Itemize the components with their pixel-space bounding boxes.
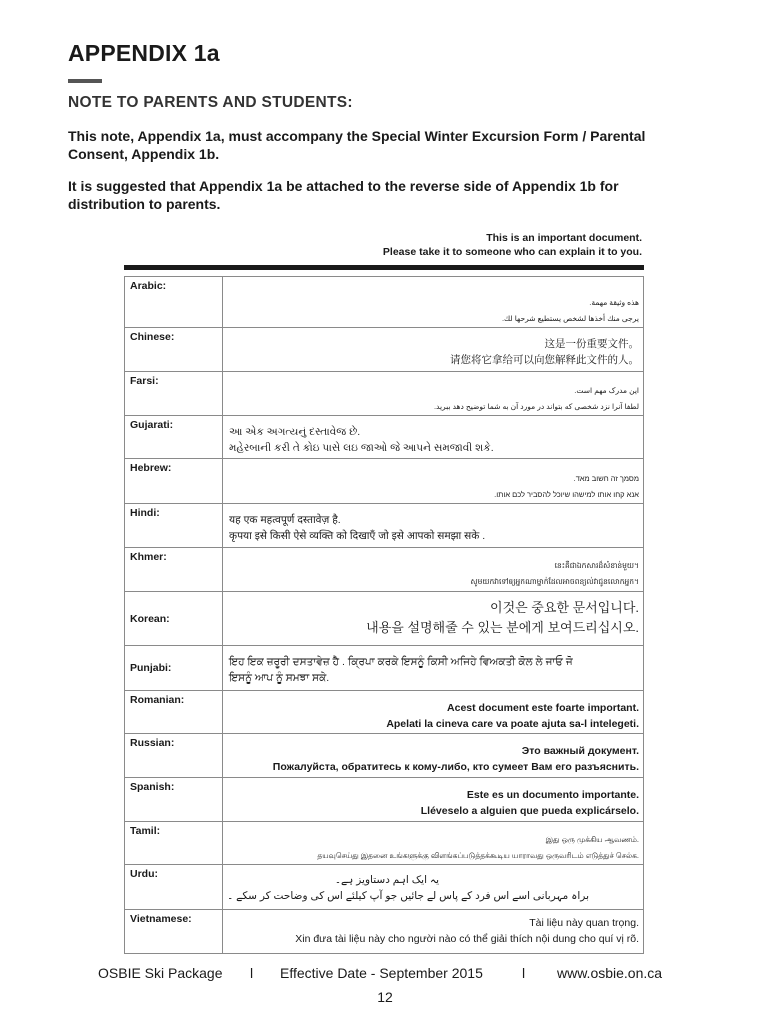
translation-line-2: Apelati la cineva care va poate ajuta sa-l intelegeti. [386, 718, 639, 730]
translation-line-2: தயவுசெய்து இதனை உங்களுக்கு விளங்கப்படுத்தக்கூடிய யாராவது ஒருவரிடம் எடுத்துச் செல்க. [317, 851, 639, 860]
translation-line-2: אנא קחו אותו למישהו שיוכל להסביר לכם אותו. [494, 490, 639, 499]
table-row-farsi [125, 372, 644, 416]
translation-line-2: Xin đưa tài liệu này cho người nào có thể giải thích nội dung cho quí vị rõ. [295, 933, 639, 945]
language-name: Korean: [125, 592, 223, 646]
footer-separator: l [250, 965, 254, 981]
intro-paragraph-2: It is suggested that Appendix 1a be attached to the reverse side of Appendix 1b for distribution to parents. [68, 178, 619, 212]
translation-line-2: 请您将它拿给可以向您解释此文件的人。 [450, 354, 639, 366]
translation-line-1: Este es un documento importante. [466, 789, 639, 801]
translation-line-2: 내용을 설명해줄 수 있는 분에게 보여드리십시오. [366, 620, 639, 635]
language-name: Urdu: [125, 865, 223, 910]
table-row-chinese [125, 328, 644, 372]
table-row-khmer [125, 548, 644, 592]
footer-website-link[interactable]: www.osbie.on.ca [557, 965, 663, 981]
translation-line-1: 이것은 중요한 문서입니다. [490, 600, 639, 615]
notice-line-2: Please take it to someone who can explain it to you. [382, 246, 642, 258]
language-name: Vietnamese: [125, 910, 223, 954]
translation-line-2: Пожалуйста, обратитесь к кому-либо, кто сумеет Вам его разъяснить. [272, 761, 639, 773]
table-row-punjabi [125, 646, 644, 691]
translation-line-1: Acest document este foarte important. [447, 702, 639, 714]
translation-line-1: આ એક અગત્યનું દસ્તાવેજ છે. [229, 426, 361, 438]
section-heading: NOTE TO PARENTS AND STUDENTS: [68, 94, 353, 111]
table-row-hebrew [125, 459, 644, 504]
language-name: Tamil: [125, 822, 223, 865]
page-number: 12 [377, 989, 393, 1005]
table-row-gujarati [125, 416, 644, 459]
language-name: Hindi: [125, 504, 223, 548]
title-underline [68, 79, 102, 83]
translation-line-1: यह एक महत्वपूर्ण दस्तावेज़ है. [229, 514, 341, 526]
table-row-korean [125, 592, 644, 646]
table-row-spanish [125, 778, 644, 822]
table-row-russian [125, 734, 644, 778]
translation-line-1: מסמך זה חשוב מאד. [573, 474, 639, 483]
language-name: Gujarati: [125, 416, 223, 459]
table-row-arabic [125, 277, 644, 328]
intro-paragraph-1: This note, Appendix 1a, must accompany the Special Winter Excursion Form / Parental Consent, Appendix 1b. [68, 128, 646, 162]
footer-package-name: OSBIE Ski Package [98, 965, 223, 981]
language-name: Spanish: [125, 778, 223, 822]
language-name: Romanian: [125, 691, 223, 734]
translation-line-1: ਇਹ ਇਕ ਜ਼ਰੂਰੀ ਦਸਤਾਵੇਜ਼ ਹੈ . ਕ੍ਰਿਪਾ ਕਰਕੇ ਇਸਨੂੰ ਕਿਸੀ ਅਜਿਹੇ ਵਿਅਕਤੀ ਕੋਲ ਲੇ ਜਾਓ ਜੋ [229, 656, 573, 668]
language-name: Punjabi: [125, 646, 223, 691]
translation-line-1: یہ ایک اہم دستاویز ہے۔ [334, 874, 439, 886]
translation-line-1: இது ஒரு முக்கிய ஆவணம். [545, 835, 639, 844]
translation-line-1: នេះគឺជាឯកសារដ៏សំខាន់មួយ។ [554, 561, 639, 570]
translation-line-1: هذه وثيقة مهمة. [589, 298, 639, 307]
language-name: Hebrew: [125, 459, 223, 504]
footer-separator: l [522, 965, 526, 981]
translation-line-1: Tài liệu này quan trọng. [529, 917, 639, 929]
table-top-rule [124, 265, 644, 270]
footer-effective-date: Effective Date - September 2015 [280, 965, 483, 981]
translation-line-2: براہ مہربانی اسے اس فرد کے پاس لے جائیں جو آپ کیلئے اس کی وضاحت کر سکے ۔ [227, 890, 589, 902]
table-row-vietnamese [125, 910, 644, 954]
translation-line-2: សូមយកវាទៅឲ្យអ្នកណាម្នាក់ដែលអាចពន្យល់វាជូនលោកអ្នក។ [470, 577, 639, 586]
translation-line-1: 这是一份重要文件。 [544, 338, 639, 350]
table-row-tamil [125, 822, 644, 865]
translation-line-2: મહેરબાની કરી તે કોઇ પાસે લઇ જાઓ જે આપને સમજાવી શકે. [229, 442, 494, 454]
translations-table [124, 276, 644, 954]
translation-line-1: Это важный документ. [521, 745, 639, 757]
notice-line-1: This is an important document. [486, 232, 642, 244]
language-name: Chinese: [125, 328, 223, 372]
translation-line-2: لطفا آنرا نزد شخصی که بتواند در مورد آن به شما توضیح دهد ببرید. [433, 402, 639, 411]
table-row-romanian [125, 691, 644, 734]
language-name: Arabic: [125, 277, 223, 328]
language-name: Khmer: [125, 548, 223, 592]
language-name: Farsi: [125, 372, 223, 416]
translation-line-1: این مدرک مهم است. [574, 386, 639, 395]
page-title: APPENDIX 1a [68, 40, 220, 66]
translation-line-2: يرجى منك أخذها لشخص يستطيع شرحها لك. [501, 314, 639, 323]
table-row-hindi [125, 504, 644, 548]
translation-line-2: Lléveselo a alguien que pueda explicárselo. [420, 805, 639, 817]
table-row-urdu [125, 865, 644, 910]
translation-line-2: ਇਸਨੂੰ ਆਪ ਨੂੰ ਸਮਝਾ ਸਕੇ. [229, 672, 330, 684]
translation-line-2: कृपया इसे किसी ऐसे व्यक्ति को दिखाएँ जो इसे आपको समझा सके . [229, 530, 486, 542]
language-name: Russian: [125, 734, 223, 778]
important-notice [383, 231, 642, 259]
